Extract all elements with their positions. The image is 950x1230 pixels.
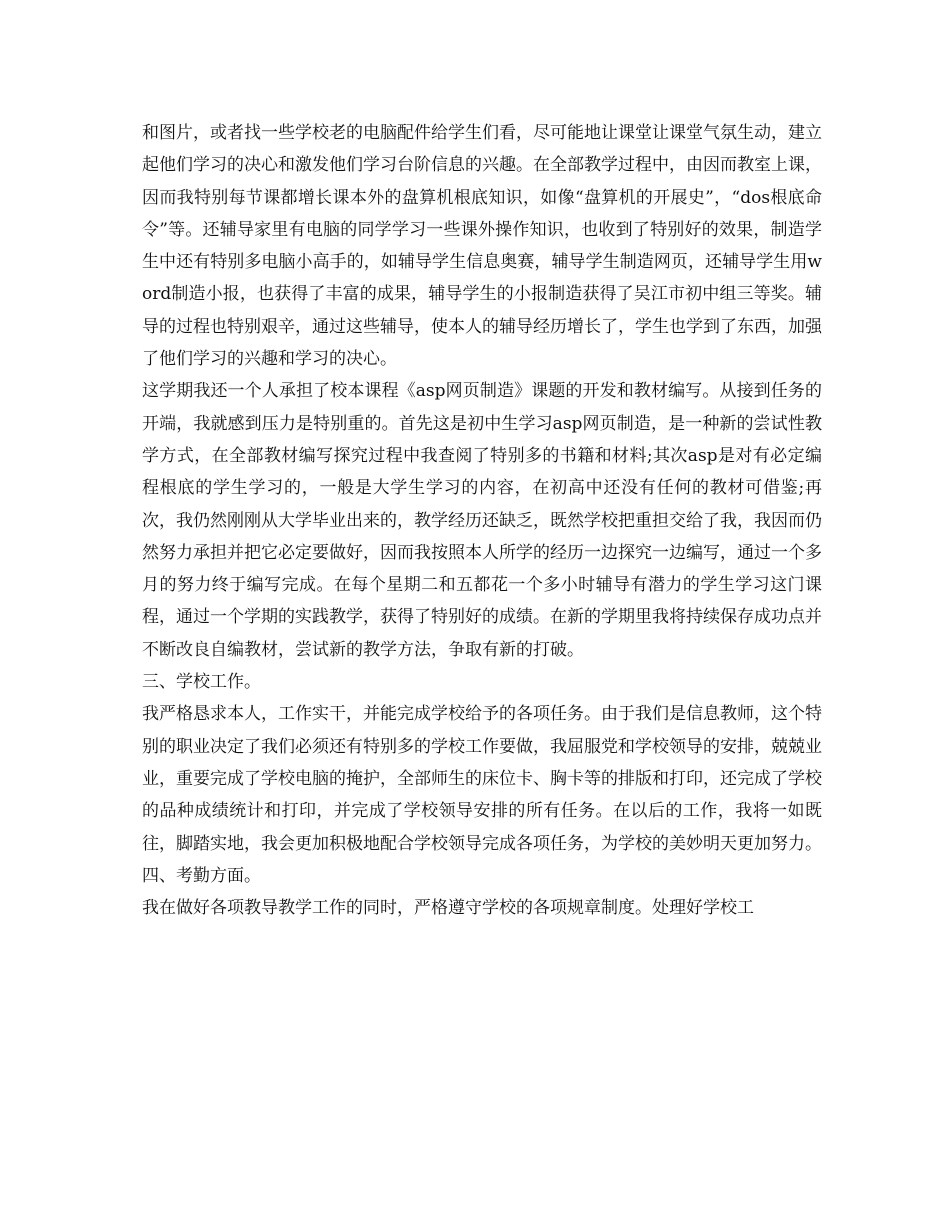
section-heading-school-work: 三、学校工作。	[142, 672, 261, 693]
paragraph-computer-tutoring: 和图片，或者找一些学校老的电脑配件给学生们看，尽可能地让课堂让课堂气氛生动，建立起他们学习的决心和激发他们学习台阶信息的兴趣。在全部教学过程中，由因而教室上课，因而我特别每节课都增长课本外的盘算机根底知识，如像“盘算机的开展史”，“dos根底命令”等。还辅导家里有电脑的同学学习一些课外操作知识，也收到了特别好的效果，制造学生中还有特别多电脑小高手的，如辅导学生信息奥赛，辅导学生制造网页，还辅导学生用word制造小报，也获得了丰富的成果，辅导学生的小报制造获得了吴江市初中组三等奖。辅导的过程也特别艰辛，通过这些辅导，使本人的辅导经历增长了，学生也学到了东西，加强了他们学习的兴趣和学习的决心。	[142, 123, 822, 370]
paragraph-asp-course: 这学期我还一个人承担了校本课程《asp网页制造》课题的开发和教材编写。从接到任务的开端，我就感到压力是特别重的。首先这是初中生学习asp网页制造，是一种新的尝试性教学方式，在全部教材编写探究过程中我查阅了特别多的书籍和材料;其次asp是对有必定编程根底的学生学习的，一般是大学生学习的内容，在初高中还没有任何的教材可借鉴;再次，我仍然刚刚从大学毕业出来的，教学经历还缺乏，既然学校把重担交给了我，我因而仍然努力承担并把它必定要做好，因而我按照本人所学的经历一边探究一边编写，通过一个多月的努力终于编写完成。在每个星期二和五都花一个多小时辅导有潜力的学生学习这门课程，通过一个学期的实践教学，获得了特别好的成绩。在新的学期里我将持续保存成功点并不断改良自编教材，尝试新的教学方法，争取有新的打破。	[142, 381, 822, 660]
paragraph-attendance: 我在做好各项教导教学工作的同时，严格遵守学校的各项规章制度。处理好学校工	[142, 898, 754, 919]
document-body	[142, 117, 822, 924]
paragraph-school-work: 我严格恳求本人，工作实干，并能完成学校给予的各项任务。由于我们是信息教师，这个特别的职业决定了我们必须还有特别多的学校工作要做，我屈服党和学校领导的安排，兢兢业业，重要完成了学校电脑的掩护，全部师生的床位卡、胸卡等的排版和打印，还完成了学校的品种成绩统计和打印，并完成了学校领导安排的所有任务。在以后的工作，我将一如既往，脚踏实地，我会更加积极地配合学校领导完成各项任务，为学校的美妙明天更加努力。	[142, 704, 822, 854]
section-heading-attendance: 四、考勤方面。	[142, 865, 261, 886]
